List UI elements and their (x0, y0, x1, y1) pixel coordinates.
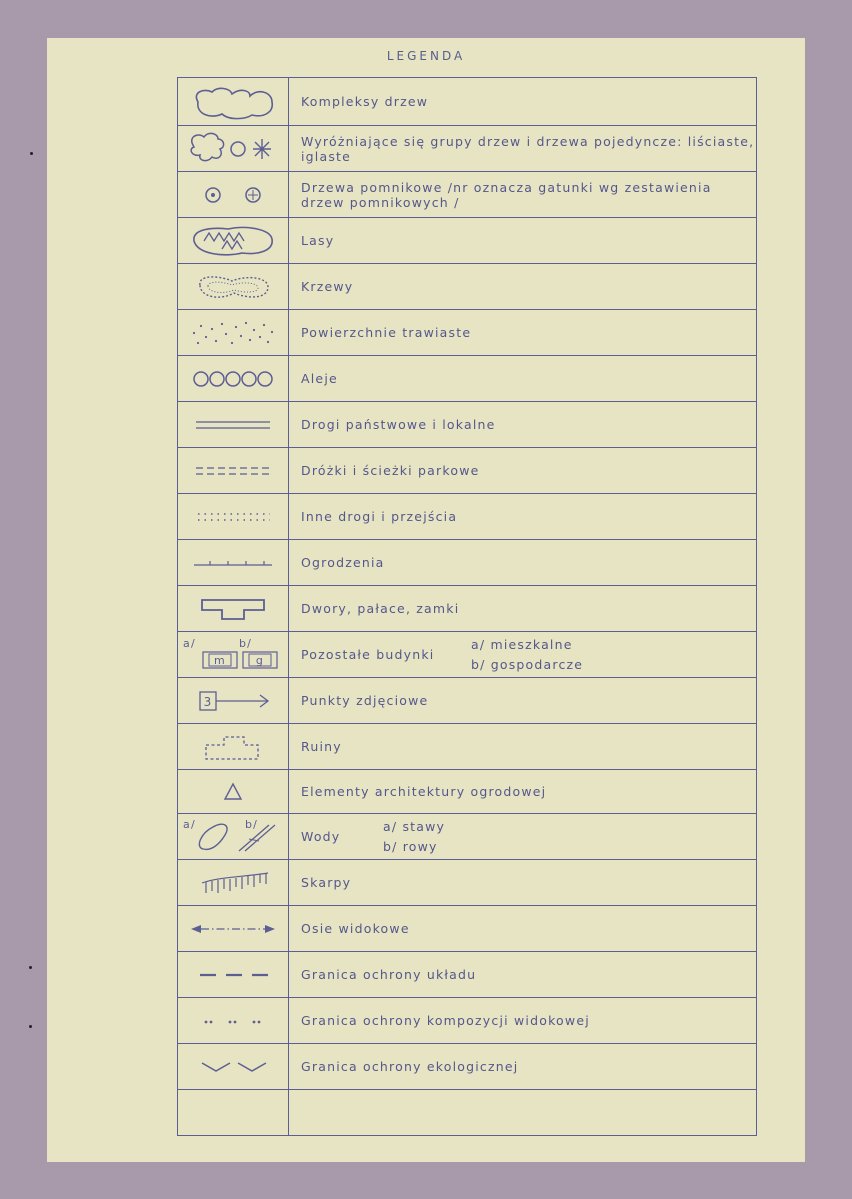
description-cell: Skarpy (289, 860, 757, 906)
building-label: Pozostałe budynki (301, 647, 435, 662)
legend-row (178, 906, 757, 952)
description-cell: Granica ochrony układu (289, 952, 757, 998)
building-sub-a: a/ mieszkalne (471, 636, 573, 652)
symbol-cell (178, 586, 289, 632)
specks (29, 1025, 32, 1028)
tree-complex-icon (178, 82, 288, 122)
description-cell: Lasy (289, 218, 757, 264)
symbol-cell (178, 1044, 289, 1090)
description-cell: Osie widokowe (289, 906, 757, 952)
legend-row (178, 172, 757, 218)
legend-row (178, 678, 757, 724)
symbol-cell (178, 906, 289, 952)
symbol-cell (178, 860, 289, 906)
legend-row (178, 264, 757, 310)
legend-row (178, 860, 757, 906)
symbol-cell (178, 678, 289, 724)
symbol-cell (178, 402, 289, 448)
manor-icon (178, 594, 288, 624)
description-cell: Aleje (289, 356, 757, 402)
description-cell: Dwory, pałace, zamki (289, 586, 757, 632)
grass-icon (178, 315, 288, 351)
svg-text:a/: a/ (183, 636, 196, 650)
description-cell (289, 1090, 757, 1136)
symbol-cell (178, 218, 289, 264)
description-cell: Inne drogi i przejścia (289, 494, 757, 540)
legend-table (177, 77, 757, 1136)
forest-icon (178, 221, 288, 261)
description-cell: Powierzchnie trawiaste (289, 310, 757, 356)
description-cell: Kompleksy drzew (289, 78, 757, 126)
legend-row (178, 632, 757, 678)
description-cell: Elementy architektury ogrodowej (289, 770, 757, 814)
dotted-line-icon (178, 507, 288, 527)
symbol-cell (178, 540, 289, 586)
symbol-cell (178, 814, 289, 860)
symbol-cell (178, 172, 289, 218)
fence-icon (178, 553, 288, 573)
legend-row (178, 126, 757, 172)
legend-row (178, 310, 757, 356)
description-cell: Granica ochrony ekologicznej (289, 1044, 757, 1090)
symbol-cell (178, 632, 289, 678)
symbol-cell (178, 952, 289, 998)
description-cell: Krzewy (289, 264, 757, 310)
description-cell (289, 632, 757, 678)
chevron-line-icon (178, 1055, 288, 1079)
escarpment-icon (178, 867, 288, 899)
shrub-icon (178, 269, 288, 305)
svg-text:b/: b/ (245, 817, 259, 831)
symbol-cell (178, 310, 289, 356)
legend-row (178, 998, 757, 1044)
description-cell: Ruiny (289, 724, 757, 770)
triangle-icon (178, 779, 288, 805)
symbol-cell (178, 78, 289, 126)
ruins-icon (178, 731, 288, 763)
building-sub-b: b/ gospodarcze (471, 656, 584, 672)
svg-text:3: 3 (203, 694, 213, 709)
dot-line-icon (178, 1011, 288, 1031)
dashed-double-line-icon (178, 461, 288, 481)
symbol-cell (178, 998, 289, 1044)
legend-row (178, 356, 757, 402)
legend-row (178, 1090, 757, 1136)
svg-text:m: m (214, 653, 226, 667)
svg-text:b/: b/ (239, 636, 253, 650)
legend-row (178, 770, 757, 814)
legend-row (178, 78, 757, 126)
photo-point-icon (178, 688, 288, 714)
description-cell: Drogi państwowe i lokalne (289, 402, 757, 448)
specks (30, 152, 33, 155)
monument-tree-icon (178, 180, 288, 210)
tree-groups-icon (178, 129, 288, 169)
water-sub-b: b/ rowy (383, 838, 438, 854)
legend-row (178, 402, 757, 448)
description-cell: Drzewa pomnikowe /nr oznacza gatunki wg zestawienia drzew pomnikowych / (289, 172, 757, 218)
legend-row (178, 586, 757, 632)
svg-text:g: g (255, 653, 265, 667)
symbol-cell (178, 1090, 289, 1136)
legend-row (178, 494, 757, 540)
symbol-cell (178, 494, 289, 540)
legend-row (178, 814, 757, 860)
dash-line-icon (178, 965, 288, 985)
legend-row (178, 952, 757, 998)
svg-text:a/: a/ (183, 817, 196, 831)
specks (29, 966, 32, 969)
water-icon (178, 817, 288, 857)
buildings-icon (178, 635, 288, 675)
description-cell: Punkty zdjęciowe (289, 678, 757, 724)
legend-row (178, 218, 757, 264)
description-cell: Dróżki i ścieżki parkowe (289, 448, 757, 494)
symbol-cell (178, 126, 289, 172)
symbol-cell (178, 448, 289, 494)
water-label: Wody (301, 829, 341, 844)
alley-icon (178, 367, 288, 391)
water-sub-a: a/ stawy (383, 818, 446, 834)
description-cell: Wyróżniające się grupy drzew i drzewa pojedyncze: liściaste, iglaste (289, 126, 757, 172)
legend-row (178, 448, 757, 494)
double-line-icon (178, 415, 288, 435)
description-cell (289, 814, 757, 860)
legend-row (178, 1044, 757, 1090)
view-axis-icon (178, 919, 288, 939)
symbol-cell (178, 770, 289, 814)
legend-row (178, 724, 757, 770)
symbol-cell (178, 724, 289, 770)
description-cell: Granica ochrony kompozycji widokowej (289, 998, 757, 1044)
symbol-cell (178, 264, 289, 310)
legend-row (178, 540, 757, 586)
legend-title: LEGENDA (386, 49, 466, 63)
symbol-cell (178, 356, 289, 402)
description-cell: Ogrodzenia (289, 540, 757, 586)
